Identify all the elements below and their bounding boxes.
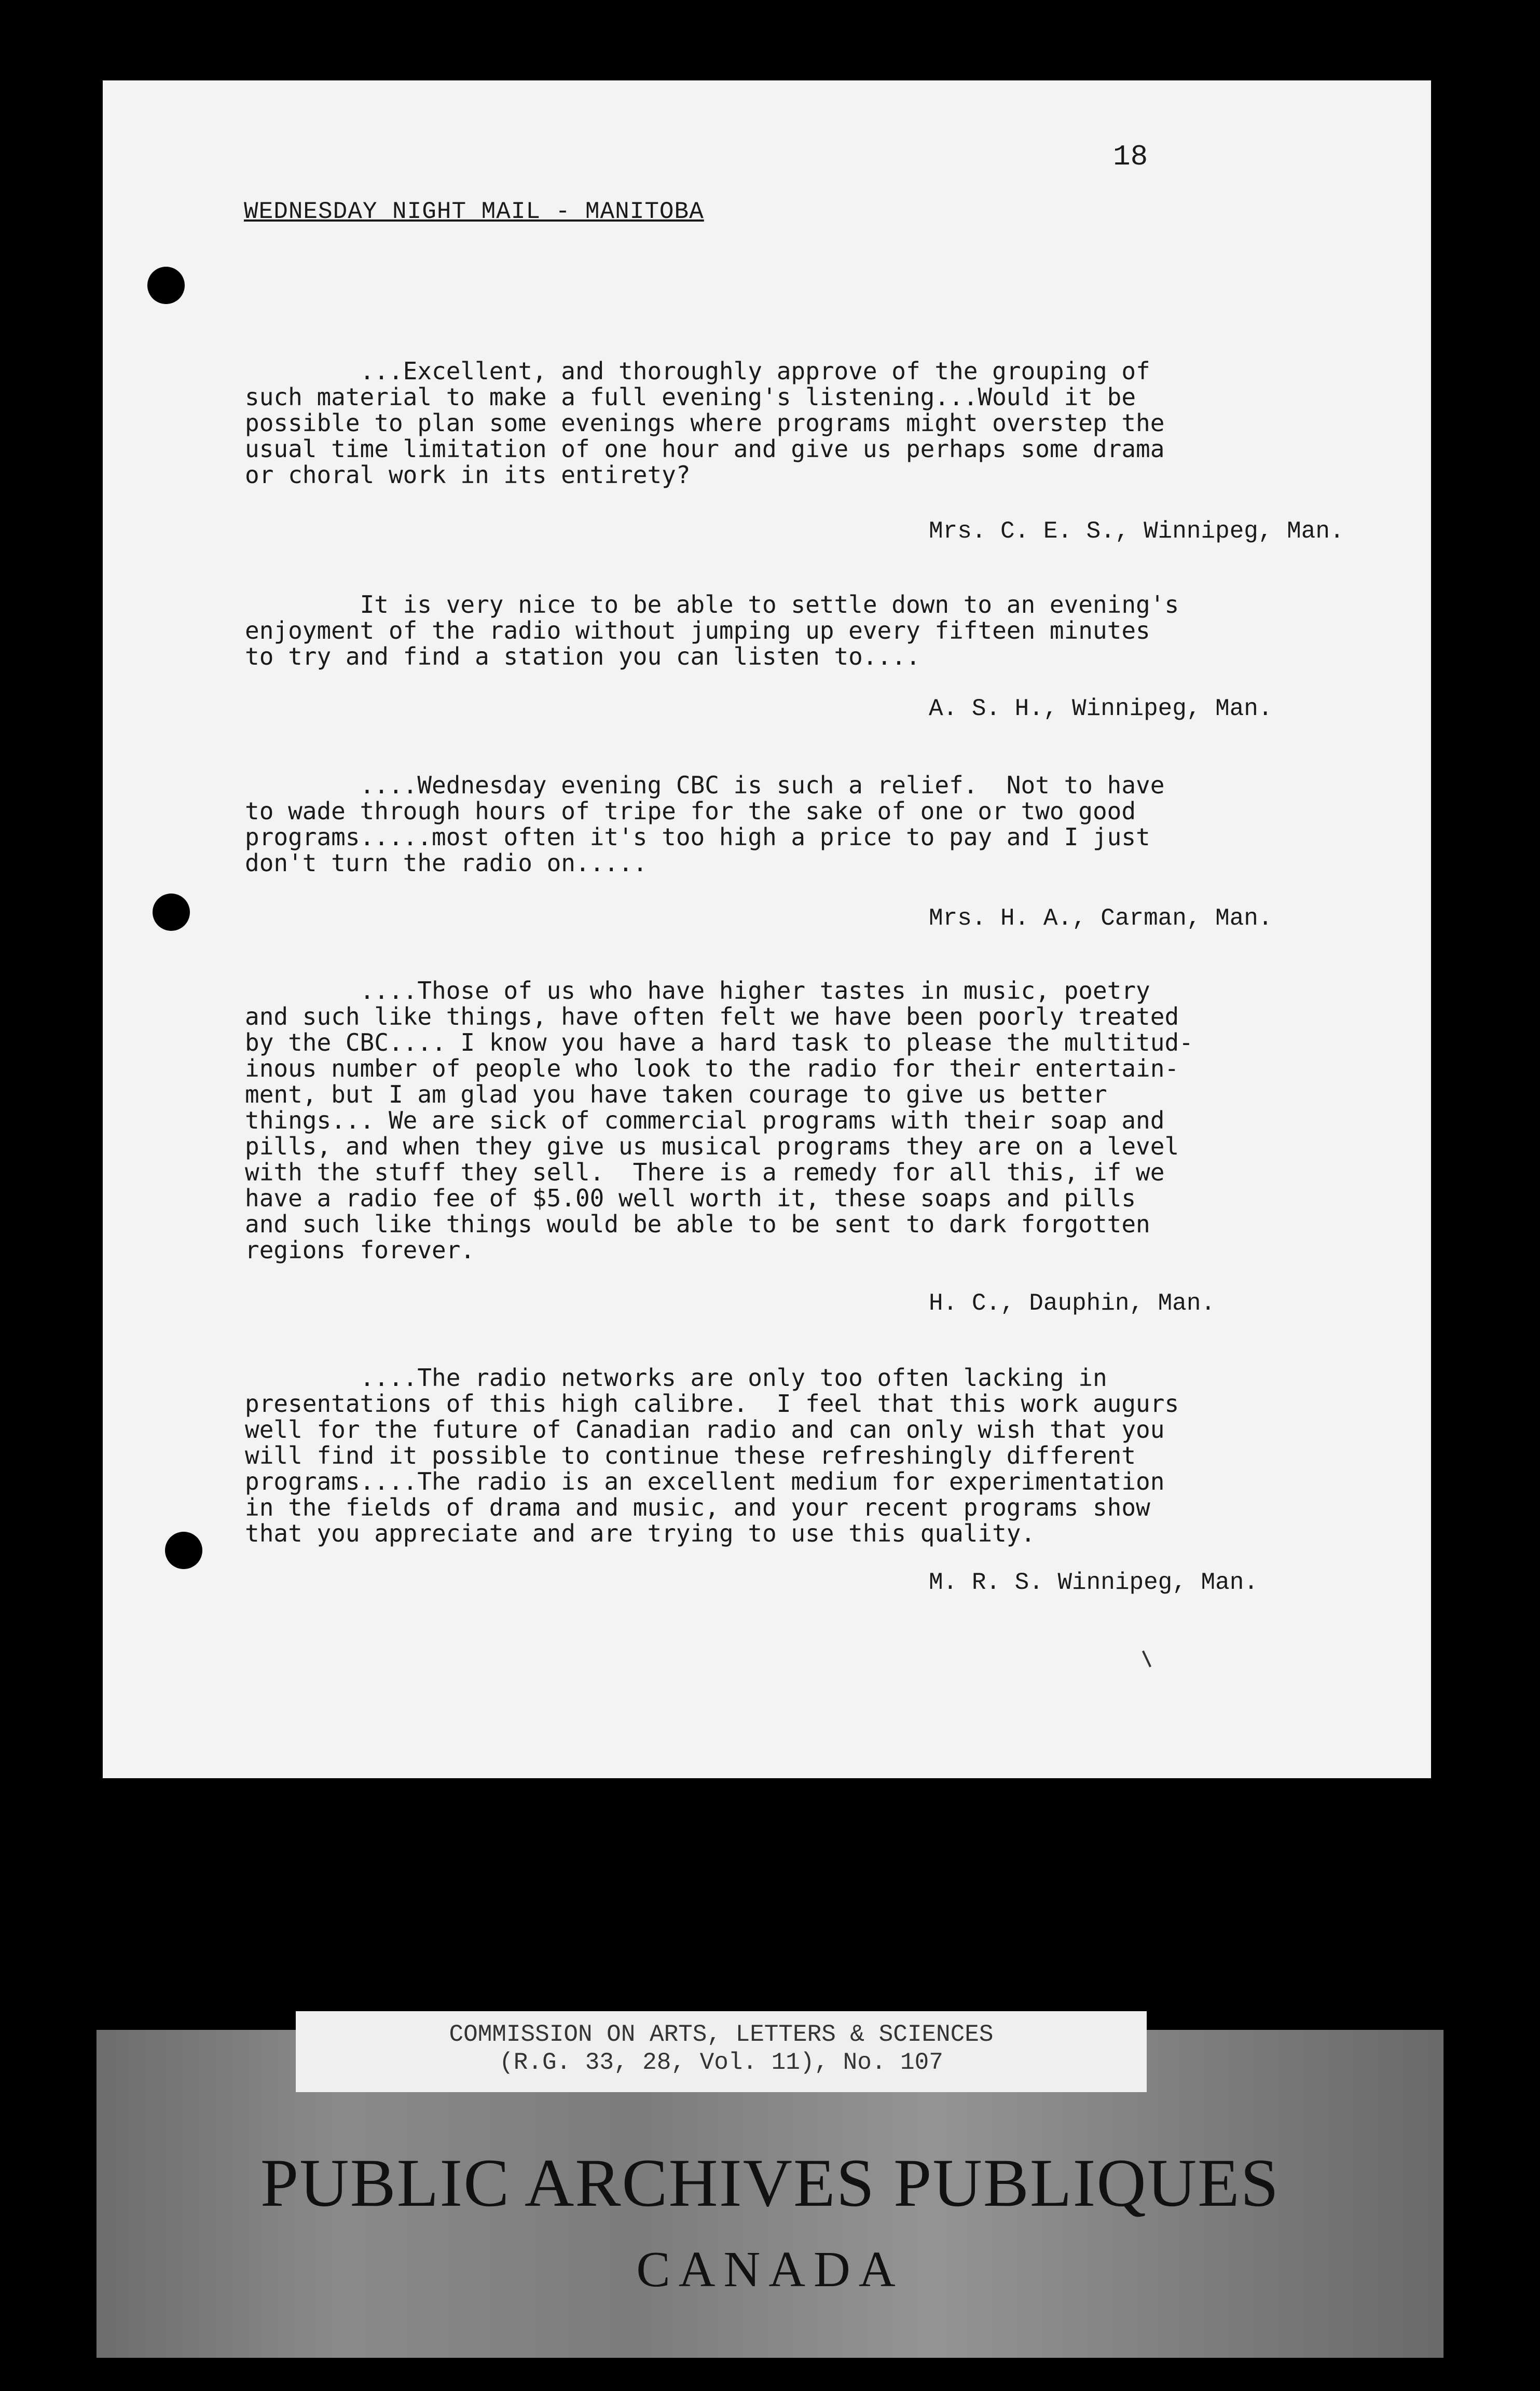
archive-label: [296, 2011, 1147, 2092]
letter-excerpt: ....Those of us who have higher tastes in music, poetry and such like things, have often felt we have been poorly treated by the CBC.... I know you have a hard task to please the multitud- inous number of people who look to the radio for their entertain- ment, but I am glad you have taken courage to give us better things... We are sick of commercial programs with their soap and pills, and when they give us musical programs they are on a level with the stuff they sell. There is a remedy for all this, if we have a radio fee of $5.00 well worth it, these soaps and pills and such like things would be able to be sent to dark forgotten regions forever.: [245, 977, 1193, 1264]
letter-signature: Mrs. H. A., Carman, Man.: [929, 905, 1273, 932]
letter-excerpt: It is very nice to be able to settle down to an evening's enjoyment of the radio without jumping up every fifteen minutes to try and find a station you can listen to....: [245, 590, 1179, 670]
letter-excerpt: ...Excellent, and thoroughly approve of the grouping of such material to make a full evening's listening...Would it be possible to plan some evenings where programs might overstep the usual time limitation of one hour and give us perhaps some drama or choral work in its entirety?: [245, 357, 1165, 489]
letter-signature: A. S. H., Winnipeg, Man.: [929, 695, 1273, 722]
archive-subtitle: CANADA: [636, 2242, 904, 2298]
letter-excerpt: ....The radio networks are only too often lacking in presentations of this high calibre. I feel that this work augurs well for the future of Canadian radio and can only wish that you will find it possible to continue these refreshingly different programs....The radio is an excellent medium for experimentation in the fields of drama and music, and your recent programs show that you appreciate and are trying to use this quality.: [245, 1364, 1179, 1547]
archive-title: PUBLIC ARCHIVES PUBLIQUES: [260, 2145, 1280, 2221]
letter-excerpt: ....Wednesday evening CBC is such a relief. Not to have to wade through hours of tripe for the sake of one or two good programs.....most often it's too high a price to pay and I just don't turn the radio on.....: [245, 771, 1165, 877]
letter-signature: M. R. S. Winnipeg, Man.: [929, 1569, 1258, 1596]
page-number: 18: [1113, 140, 1148, 173]
page-heading: WEDNESDAY NIGHT MAIL - MANITOBA: [244, 198, 704, 225]
archive-label-line: (R.G. 33, 28, Vol. 11), No. 107: [499, 2049, 943, 2076]
letter-signature: H. C., Dauphin, Man.: [929, 1290, 1216, 1317]
letter-signature: Mrs. C. E. S., Winnipeg, Man.: [929, 518, 1344, 545]
archive-label-line: COMMISSION ON ARTS, LETTERS & SCIENCES: [449, 2021, 994, 2048]
